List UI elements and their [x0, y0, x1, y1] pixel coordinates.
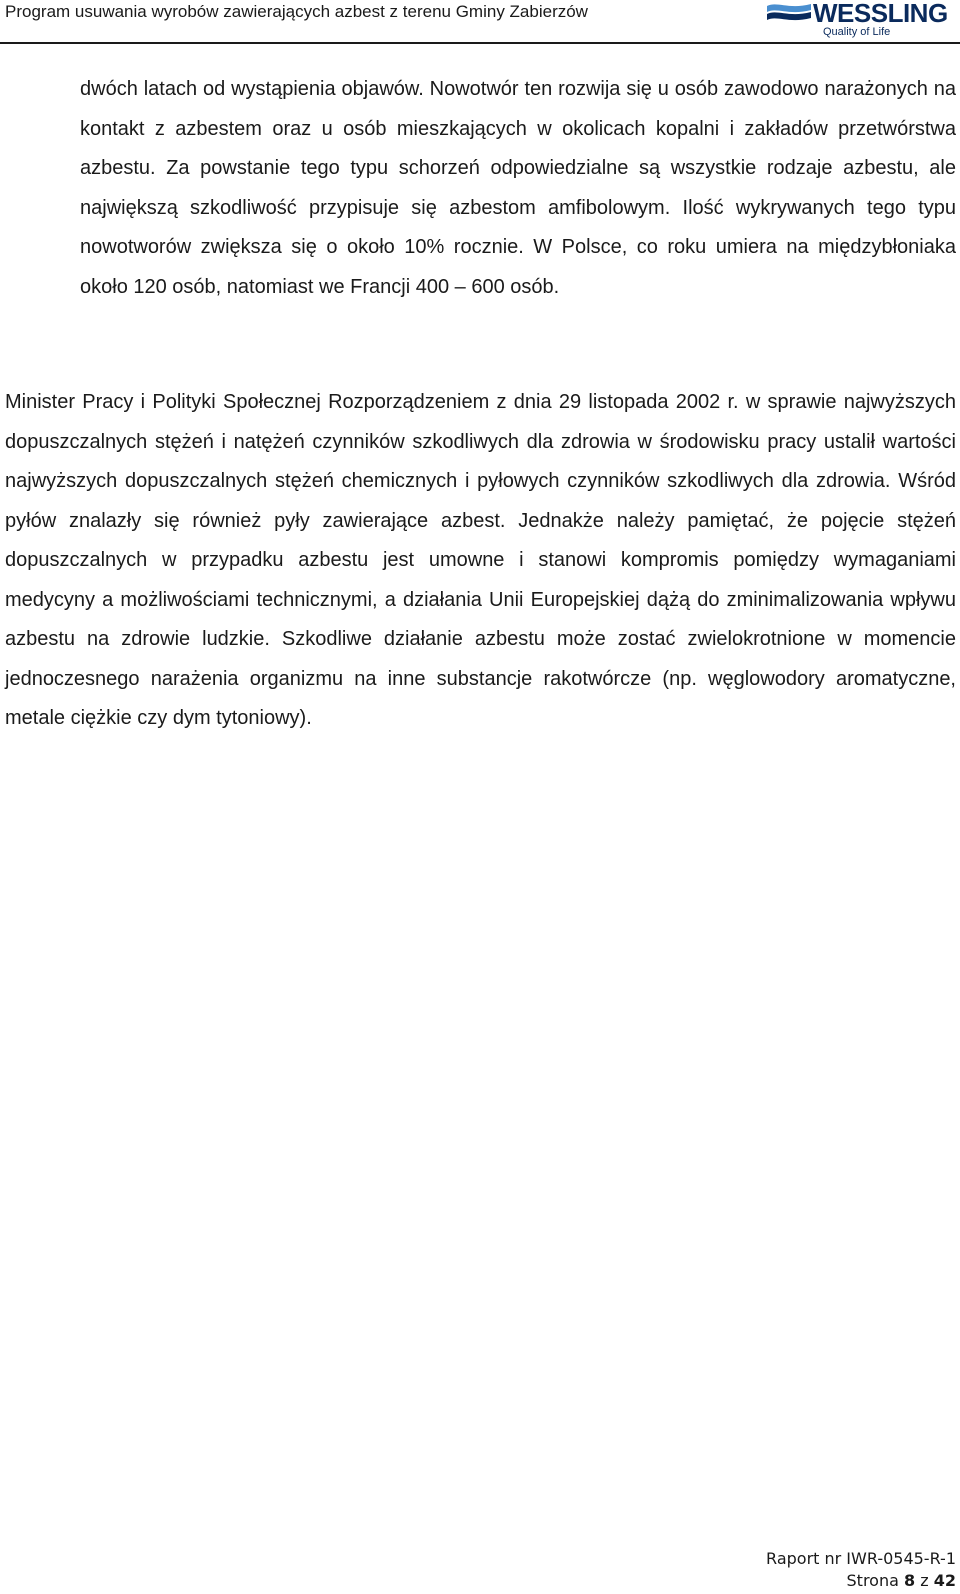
page-separator: z: [920, 1571, 929, 1590]
wessling-waves-icon: [767, 2, 811, 24]
header-divider: [0, 42, 960, 44]
body-paragraph: dwóch latach od wystąpienia objawów. Nowotwór ten rozwija się u osób zawodowo narażonych na kontakt z azbestem oraz u osób mieszkających w okolicach kopalni i zakładów przetwórstwa azbestu. Za powstanie tego typu schorzeń odpowiedzialne są wszystkie rodzaje azbestu, ale największą szkodliwość przypisuje się azbestom amfibolowym. Ilość wykrywanych tego typu nowotworów zwiększa się o około 10% rocznie. W Polsce, co roku umiera na międzybłoniaka około 120 osób, natomiast we Francji 400 – 600 osób.: [80, 78, 956, 298]
logo-tagline: Quality of Life: [823, 26, 891, 38]
page-current: 8: [904, 1571, 916, 1590]
page-prefix: Strona: [846, 1571, 899, 1590]
wessling-logo: [767, 0, 960, 40]
page-header: [0, 0, 960, 44]
report-number: Raport nr IWR-0545-R-1: [766, 1549, 956, 1568]
body-paragraph: Minister Pracy i Polityki Społecznej Rozporządzeniem z dnia 29 listopada 2002 r. w sprawie najwyższych dopuszczalnych stężeń i natężeń czynników szkodliwych dla zdrowia w środowisku pracy ustalił wartości najwyższych dopuszczalnych stężeń chemicznych i pyłowych czynników szkodliwych dla zdrowia. Wśród pyłów znalazły się również pyły zawierające azbest. Jednakże należy pamiętać, że pojęcie stężeń dopuszczalnych w przypadku azbestu jest umowne i stanowi kompromis pomiędzy wymaganiami medycyny a możliwościami technicznymi, a działania Unii Europejskiej dążą do zminimalizowania wpływu azbestu na zdrowie ludzkie. Szkodliwe działanie azbestu może zostać zwielokrotnione w momencie jednoczesnego narażenia organizmu na inne substancje rakotwórcze (np. węglowodory aromatyczne, metale ciężkie czy dym tytoniowy).: [5, 391, 956, 729]
document-title: Program usuwania wyrobów zawierających azbest z terenu Gminy Zabierzów: [5, 2, 588, 21]
logo-wordmark: WESSLING: [813, 0, 948, 28]
page-footer: [766, 1548, 956, 1592]
page-total: 42: [933, 1571, 956, 1590]
page-number: [766, 1570, 956, 1592]
